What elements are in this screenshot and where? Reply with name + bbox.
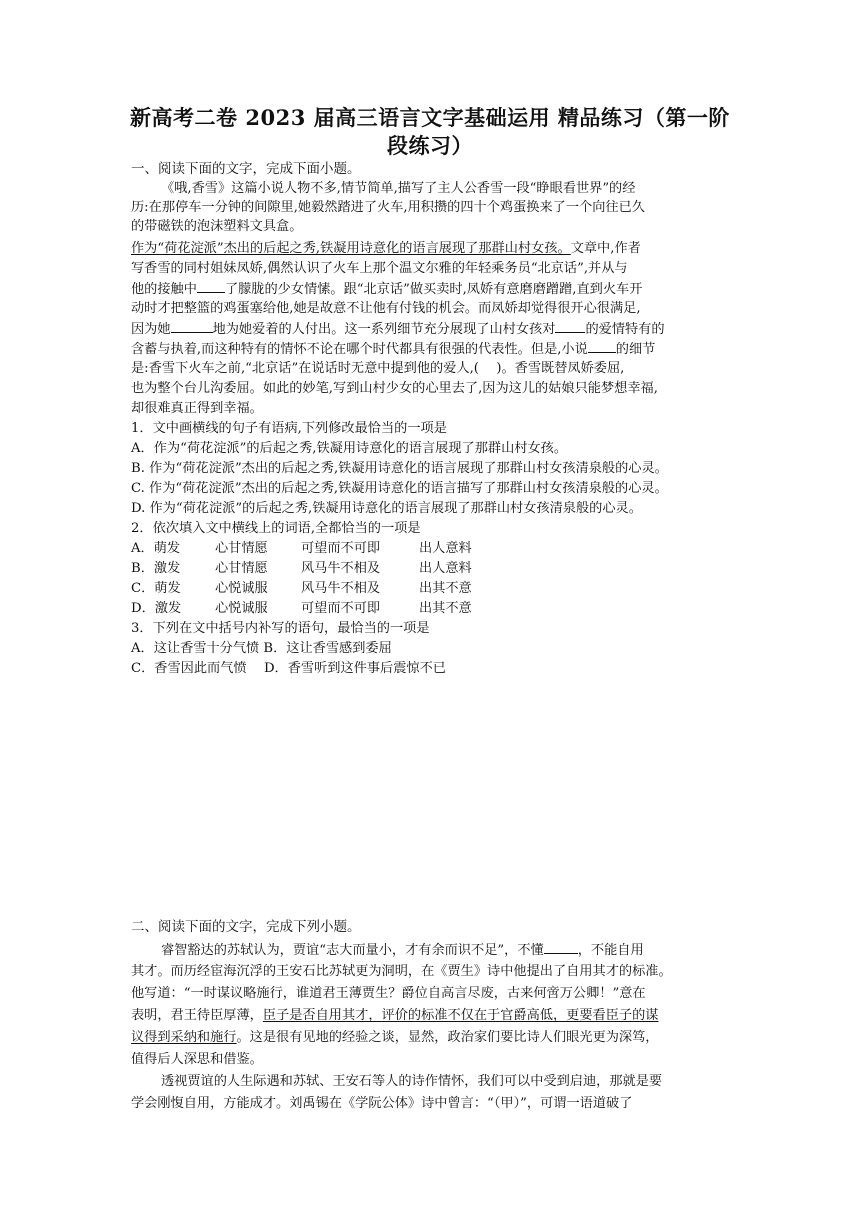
- fill-blank: [588, 340, 616, 353]
- passage-line: 《哦,香雪》这篇小说人物不多,情节简单,描写了主人公香雪一段“睁眼看世界”的经: [161, 181, 636, 196]
- passage-line: [131, 340, 655, 359]
- passage-line: 动时才把整篮的鸡蛋塞给他,她是故意不让他有付钱的机会。而凤娇却觉得很开心很满足,: [131, 301, 641, 316]
- answer-option-b[interactable]: B. 作为“荷花淀派”杰出的后起之秀,铁凝用诗意化的语言展现了那群山村女孩清泉般的心灵。: [131, 461, 668, 476]
- passage-line: [131, 320, 665, 339]
- passage-line: 历:在那停车一分钟的间隙里,她毅然踏进了火车,用积攒的四十个鸡蛋换来了一个向往已久: [131, 200, 645, 215]
- passage-line: 写香雪的同村姐妹凤娇,偶然认识了火车上那个温文尔雅的年轻乘务员“北京话”,并从与: [131, 261, 628, 276]
- passage-line: 值得后人深思和借鉴。: [131, 1052, 263, 1067]
- passage-line: 是:香雪下火车之前,“北京话”在说话时无意中提到他的爱人,( )。香雪既替凤娇委屈,: [131, 361, 625, 376]
- passage-line: 却很难真正得到幸福。: [131, 401, 263, 416]
- passage-text: 的细节: [615, 342, 656, 357]
- option-word: 风马牛不相及: [301, 581, 381, 596]
- underlined-sentence: 臣子是否自用其才，评价的标准不仅在于官爵高低，更要看臣子的谋: [262, 1008, 659, 1023]
- option-word: D．激发: [131, 601, 182, 616]
- passage-line: [131, 280, 642, 299]
- option-word: 出人意料: [419, 541, 472, 556]
- document-title: [120, 104, 740, 160]
- passage-line: 他写道：“一时谋议略施行，谁道君王薄贾生？爵位自高言尽废，古来何啻万公卿！”意在: [131, 986, 646, 1001]
- passage-text: 他的接触中: [131, 282, 197, 297]
- fill-blank: [544, 941, 578, 954]
- passage-line: 学会刚愎自用，方能成才。刘禹锡在《学阮公体》诗中曾言：“（甲）”，可谓一语道破了: [131, 1096, 633, 1111]
- passage-text: 。这是很有见地的经验之谈，显然，政治家们要比诗人们眼光更为深笃，: [236, 1030, 659, 1045]
- option-word: 可望而不可即: [301, 541, 381, 556]
- section-2-heading: 二、阅读下面的文字，完成下列小题。: [131, 919, 361, 935]
- fill-blank: [197, 280, 225, 293]
- option-word: A．萌发: [131, 541, 181, 556]
- option-word: 出其不意: [419, 581, 472, 596]
- answer-option-d[interactable]: D. 作为“荷花淀派”的后起之秀,铁凝用诗意化的语言展现了那群山村女孩清泉般的心灵。: [131, 501, 642, 516]
- fill-blank: [555, 320, 585, 333]
- underlined-sentence: 议得到采纳和施行: [131, 1030, 237, 1045]
- passage-line: 透视贾谊的人生际遇和苏轼、王安石等人的诗作情怀，我们可以中受到启迪，那就是要: [161, 1074, 663, 1089]
- option-word: 心甘情愿: [215, 541, 268, 556]
- answer-option-c[interactable]: [131, 580, 472, 598]
- passage-text: 睿智豁达的苏轼认为，贾谊“志大而量小，才有余而识不足”，不懂: [161, 943, 544, 958]
- answer-option-a[interactable]: A．作为“荷花淀派”的后起之秀,铁凝用诗意化的语言展现了那群山村女孩。: [131, 441, 568, 456]
- passage-text: 含蓄与执着,而这种特有的情怀不论在哪个时代都具有很强的代表性。但是,小说: [131, 342, 588, 357]
- answer-options-ab[interactable]: A．这让香雪十分气愤 B．这让香雪感到委屈: [131, 641, 392, 656]
- passage-text: 表明，君王待臣厚薄，: [131, 1008, 263, 1023]
- question-1-stem: 1．文中画横线的句子有语病,下列修改最恰当的一项是: [131, 421, 447, 436]
- answer-option-a[interactable]: [131, 540, 472, 558]
- answer-option-d[interactable]: [131, 600, 472, 618]
- passage-line: [161, 941, 644, 960]
- passage-text: 因为她: [131, 322, 171, 337]
- passage-line: [131, 1029, 659, 1047]
- question-3-stem: 3．下列在文中括号内补写的语句，最恰当的一项是: [131, 621, 430, 636]
- passage-text: ，不能自用: [577, 943, 644, 958]
- underlined-sentence: 作为“荷花淀派”杰出的后起之秀,铁凝用诗意化的语言展现了那群山村女孩。: [131, 241, 571, 256]
- option-word: B．激发: [131, 561, 181, 576]
- answer-option-b[interactable]: [131, 560, 472, 578]
- passage-line: [131, 240, 641, 258]
- option-word: C．萌发: [131, 581, 181, 596]
- answer-options-cd[interactable]: C．香雪因此而气愤 D．香雪听到这件事后震惊不已: [131, 661, 446, 676]
- passage-line: 其才。而历经宦海沉浮的王安石比苏轼更为洞明，在《贾生》诗中他提出了自用其才的标准。: [131, 964, 672, 979]
- passage-line: 的带磁铁的泡沫塑料文具盒。: [131, 219, 303, 234]
- question-2-stem: 2．依次填入文中横线上的词语,全都恰当的一项是: [131, 521, 421, 536]
- option-word: 可望而不可即: [301, 601, 381, 616]
- passage-line: 也为整个台儿沟委屈。如此的妙笔,写到山村少女的心里去了,因为这儿的姑娘只能梦想幸福,: [131, 381, 658, 396]
- fill-blank: [171, 320, 213, 333]
- passage-line: [131, 1007, 659, 1025]
- passage-text: 地为她爱着的人付出。这一系列细节充分展现了山村女孩对: [212, 322, 556, 337]
- option-word: 风马牛不相及: [301, 561, 381, 576]
- option-word: 心甘情愿: [215, 561, 268, 576]
- option-word: 心悦诚服: [215, 581, 268, 596]
- option-word: 心悦诚服: [215, 601, 268, 616]
- section-1-heading: 一、阅读下面的文字，完成下面小题。: [131, 161, 361, 177]
- option-word: 出人意料: [419, 561, 472, 576]
- title-line-2: 段练习）: [387, 133, 473, 158]
- passage-text: 的爱情特有的: [585, 322, 665, 337]
- option-word: 出其不意: [419, 601, 472, 616]
- answer-option-c[interactable]: C. 作为“荷花淀派”杰出的后起之秀,铁凝用诗意化的语言描写了那群山村女孩清泉般的心灵。: [131, 481, 668, 496]
- passage-text: 文章中,作者: [570, 241, 641, 256]
- passage-text: 了朦胧的少女情愫。跟“北京话”做买卖时,凤娇有意磨磨蹭蹭,直到火车开: [224, 282, 643, 297]
- title-line-1: 新高考二卷 2023 届高三语言文字基础运用 精品练习（第一阶: [130, 105, 730, 130]
